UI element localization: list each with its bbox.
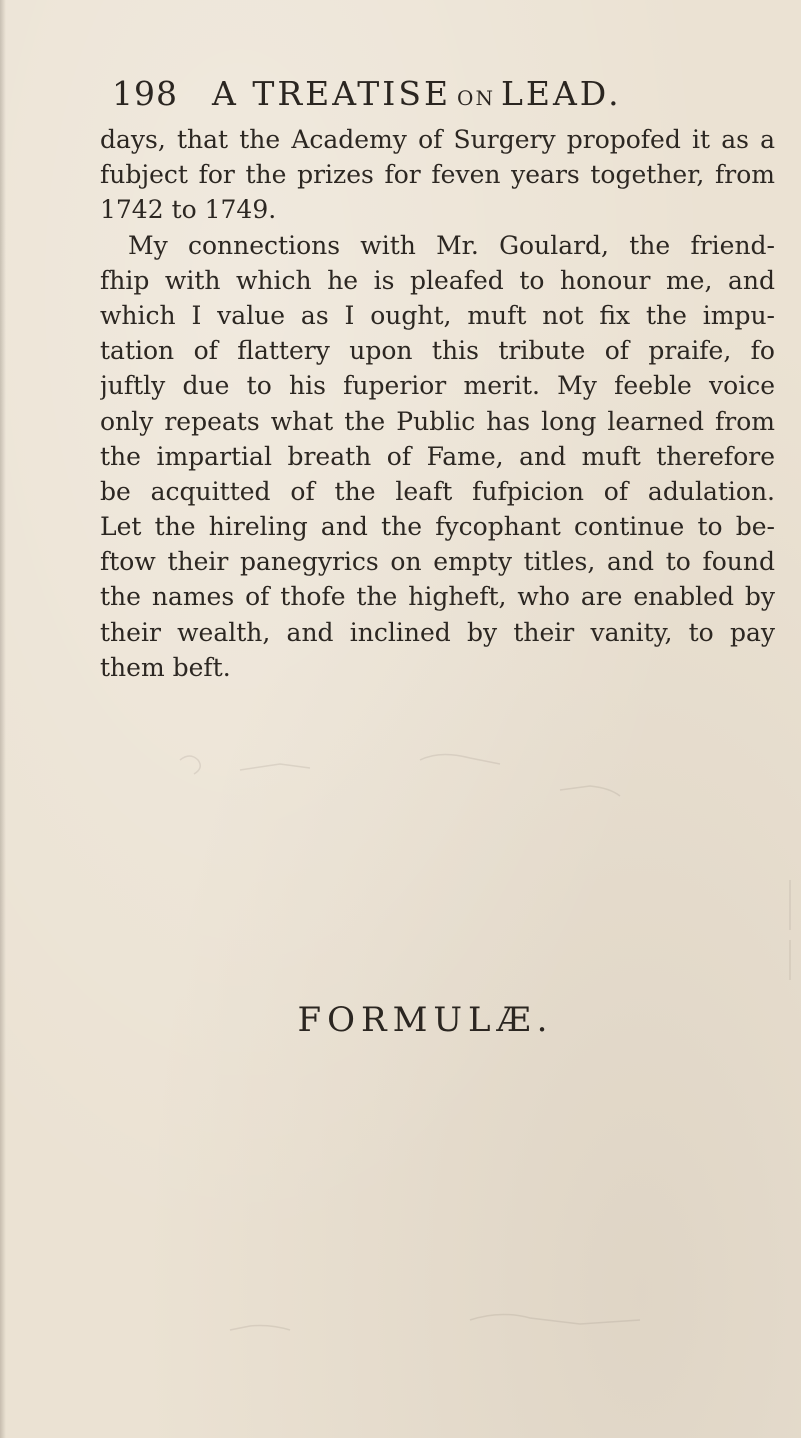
- text-line: days, that the Academy of Surgery propofed it as a: [100, 125, 775, 154]
- text-line: their wealth, and inclined by their vanity, to pay: [100, 617, 775, 647]
- text-line: be acquitted of the leaft fufpicion of adulation.: [100, 476, 775, 506]
- text-line: only repeats what the Public has long learned from: [100, 406, 775, 436]
- text-line: tation of flattery upon this tribute of praife, fo: [100, 336, 775, 366]
- text-line: the impartial breath of Fame, and muft therefore: [100, 441, 775, 471]
- section-heading: FORMULÆ.: [297, 1000, 554, 1040]
- running-head-title: A TREATISE: [212, 74, 452, 113]
- text-line: My connections with Mr. Goulard, the friend-: [128, 230, 775, 260]
- text-line: the names of thofe the higheft, who are enabled by: [100, 582, 775, 612]
- text-line: ftow their panegyrics on empty titles, and to found: [100, 547, 775, 577]
- text-line: which I value as I ought, muft not fix the impu-: [100, 300, 775, 330]
- text-line: fhip with which he is pleafed to honour me, and: [100, 265, 775, 295]
- text-line: Let the hireling and the fycophant continue to be-: [100, 512, 775, 542]
- text-line: juftly due to his fuperior merit. My feeble voice: [100, 371, 775, 401]
- text-line: them beft.: [100, 652, 231, 682]
- running-head-on: ON: [457, 86, 495, 110]
- running-head-subject: LEAD.: [500, 74, 622, 113]
- body-text: [100, 122, 775, 685]
- page-gutter-shadow: [0, 0, 6, 1438]
- text-line: fubject for the prizes for feven years together, from: [100, 160, 775, 190]
- running-head: [112, 74, 712, 120]
- page-number: 198: [112, 74, 178, 113]
- text-line: 1742 to 1749.: [100, 195, 277, 225]
